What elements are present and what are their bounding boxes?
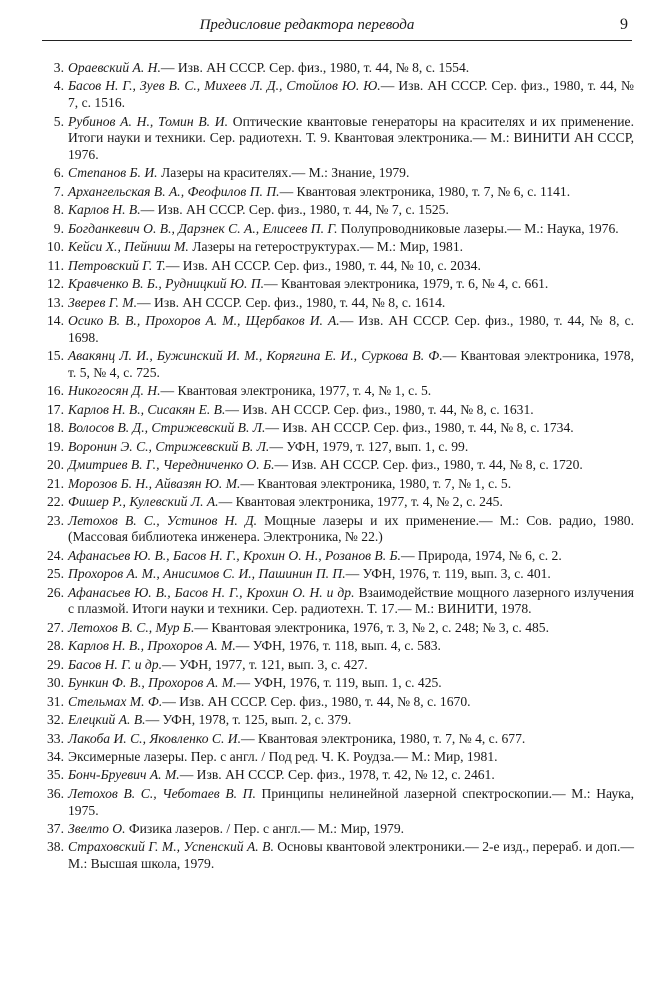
reference-number: 3. xyxy=(53,60,64,75)
reference-authors: Дмитриев В. Г., Чередниченко О. Б. xyxy=(68,457,275,473)
reference-authors: Карлов Н. В., Сисакян Е. В. xyxy=(68,401,226,417)
reference-details: — Квантовая электроника, 1979, т. 6, № 4, с. 661. xyxy=(264,276,549,292)
reference-item xyxy=(40,513,634,546)
reference-authors: Афанасьев Ю. В., Басов Н. Г., Крохин О. Н., Розанов В. Б. xyxy=(68,547,401,563)
reference-item xyxy=(40,712,634,729)
reference-item xyxy=(40,276,634,293)
reference-details: — Изв. АН СССР. Сер. физ., 1980, т. 44, № 10, с. 2034. xyxy=(165,257,481,273)
reference-item xyxy=(40,566,634,583)
reference-number: 19. xyxy=(47,438,64,454)
reference-details: — Квантовая электроника, 1977, т. 4, № 1, с. 5. xyxy=(160,383,432,399)
reference-number: 34. xyxy=(47,748,64,764)
reference-authors: Волосов В. Д., Стрижевский В. Л. xyxy=(68,420,266,436)
reference-details: Взаимодействие мощного лазерного излучения с плазмой. Итоги науки и техники. Сер. радиотехн. Т. 17.— М.: ВИНИТИ, 1978. xyxy=(68,584,634,617)
reference-authors: Петровский Г. Т. xyxy=(68,257,166,273)
reference-details: Основы квантовой электроники.— 2-е изд., перераб. и доп.— М.: Высшая школа, 1979. xyxy=(68,839,634,872)
reference-details: Физика лазеров. / Пер. с англ.— М.: Мир, 1979. xyxy=(125,821,405,837)
reference-item xyxy=(40,821,634,838)
reference-details: — Изв. АН СССР. Сер. физ., 1978, т. 42, № 12, с. 2461. xyxy=(179,767,495,783)
reference-item xyxy=(40,786,634,819)
reference-details: — Квантовая электроника, 1980, т. 7, № 1, с. 5. xyxy=(240,475,512,491)
reference-number: 25. xyxy=(47,566,64,582)
reference-details: — Квантовая электроника, 1977, т. 4, № 2, с. 245. xyxy=(218,494,503,510)
reference-item xyxy=(40,184,634,201)
reference-number: 8. xyxy=(53,202,64,218)
reference-details: — УФН, 1979, т. 127, вып. 1, с. 99. xyxy=(269,438,469,454)
reference-authors: Елецкий А. В. xyxy=(68,712,146,728)
reference-number: 27. xyxy=(47,619,64,635)
reference-details: — Природа, 1974, № 6, с. 2. xyxy=(400,547,562,563)
reference-details: — УФН, 1976, т. 118, вып. 4, с. 583. xyxy=(235,638,441,654)
reference-item xyxy=(40,548,634,565)
reference-item xyxy=(40,221,634,238)
reference-authors: Карлов Н. В. xyxy=(68,202,141,218)
reference-number: 15. xyxy=(47,348,64,364)
reference-item xyxy=(40,620,634,637)
reference-authors: Басов Н. Г. и др. xyxy=(68,656,162,672)
reference-number: 32. xyxy=(47,712,64,728)
reference-number: 21. xyxy=(47,475,64,491)
reference-list xyxy=(40,60,634,875)
reference-number: 33. xyxy=(47,730,64,746)
reference-authors: Богданкевич О. В., Дарзнек С. А., Елисеев П. Г. xyxy=(68,220,338,236)
page-number: 9 xyxy=(620,16,628,33)
reference-item xyxy=(40,585,634,618)
reference-details: — Изв. АН СССР. Сер. физ., 1980, т. 44, № 7, с. 1516. xyxy=(68,78,634,111)
reference-details: — Изв. АН СССР. Сер. физ., 1980, т. 44, № 8, с. 1698. xyxy=(68,313,634,345)
reference-number: 30. xyxy=(47,675,64,691)
reference-details: Принципы нелинейной лазерной спектроскопии.— М.: Наука, 1975. xyxy=(68,785,634,818)
reference-item xyxy=(40,348,634,381)
reference-authors: Афанасьев Ю. В., Басов Н. Г., Крохин О. Н. и др. xyxy=(68,584,355,600)
reference-details: — УФН, 1978, т. 125, вып. 2, с. 379. xyxy=(145,712,352,728)
reference-item xyxy=(40,638,634,655)
reference-details: — УФН, 1977, т. 121, вып. 3, с. 427. xyxy=(162,656,368,672)
reference-details: — Квантовая электроника, 1978, т. 5, № 4, с. 725. xyxy=(68,348,634,380)
reference-details: — Изв. АН СССР. Сер. физ., 1980, т. 44, № 8, с. 1614. xyxy=(137,294,446,310)
reference-details: — Изв. АН СССР. Сер. физ., 1980, т. 44, № 8, с. 1670. xyxy=(162,693,471,709)
reference-authors: Никогосян Д. Н. xyxy=(68,383,161,399)
reference-authors: Архангельская В. А., Феофилов П. П. xyxy=(68,183,280,199)
reference-authors: Осико В. В., Прохоров А. М., Щербаков И. А. xyxy=(68,313,340,329)
reference-item xyxy=(40,839,634,872)
reference-item xyxy=(40,494,634,511)
reference-number: 5. xyxy=(53,113,64,129)
reference-authors: Ораевский А. Н. xyxy=(68,60,161,75)
reference-authors: Бонч-Бруевич А. М. xyxy=(68,767,180,783)
reference-item xyxy=(40,657,634,674)
reference-number: 10. xyxy=(47,239,64,255)
reference-details: Эксимерные лазеры. Пер. с англ. / Под ред. Ч. К. Роудза.— М.: Мир, 1981. xyxy=(68,748,498,764)
reference-authors: Фишер Р., Кулевский Л. А. xyxy=(68,494,219,510)
reference-authors: Летохов В. С., Мур Б. xyxy=(68,619,195,635)
reference-item xyxy=(40,165,634,182)
reference-details: — Изв. АН СССР. Сер. физ., 1980, т. 44, № 8, с. 1631. xyxy=(225,401,534,417)
reference-item xyxy=(40,402,634,419)
reference-number: 22. xyxy=(47,494,64,510)
reference-details: — Квантовая электроника, 1980, т. 7, № 4, с. 677. xyxy=(241,730,526,746)
reference-number: 16. xyxy=(47,383,64,399)
reference-item xyxy=(40,457,634,474)
reference-item xyxy=(40,675,634,692)
reference-item xyxy=(40,313,634,346)
reference-details: Мощные лазеры и их применение.— М.: Сов. радио, 1980. (Массовая библиотека инженера. Электроника, № 22.) xyxy=(68,512,634,545)
reference-details: Оптические квантовые генераторы на красителях и их применение. Итоги науки и техники. Сер. радиотехн. Т. 9. Квантовая электроника.— М.: ВИНИТИ АН СССР, 1976. xyxy=(68,113,634,163)
running-title: Предисловие редактора перевода xyxy=(199,17,415,33)
reference-authors: Страховский Г. М., Успенский А. В. xyxy=(68,839,274,855)
reference-authors: Степанов Б. И. xyxy=(68,165,158,181)
reference-number: 12. xyxy=(47,276,64,292)
reference-authors: Летохов В. С., Чеботаев В. П. xyxy=(68,785,256,801)
reference-item xyxy=(40,78,634,111)
reference-number: 38. xyxy=(47,839,64,855)
reference-item xyxy=(40,767,634,784)
reference-details: Полупроводниковые лазеры.— М.: Наука, 1976. xyxy=(337,220,619,236)
reference-number: 7. xyxy=(53,183,64,199)
reference-authors: Летохов В. С., Устинов Н. Д. xyxy=(68,512,258,528)
reference-number: 6. xyxy=(53,165,64,181)
reference-number: 14. xyxy=(47,313,64,329)
reference-number: 37. xyxy=(47,821,64,837)
reference-authors: Стельмах М. Ф. xyxy=(68,693,163,709)
reference-number: 11. xyxy=(47,257,64,273)
reference-details: — УФН, 1976, т. 119, вып. 3, с. 401. xyxy=(345,566,551,582)
reference-authors: Кравченко В. Б., Рудницкий Ю. П. xyxy=(68,276,265,292)
reference-number: 29. xyxy=(47,656,64,672)
reference-authors: Морозов Б. Н., Айвазян Ю. М. xyxy=(68,475,241,491)
reference-number: 36. xyxy=(47,785,64,801)
page-header xyxy=(42,14,632,41)
reference-item xyxy=(40,258,634,275)
reference-number: 13. xyxy=(47,294,64,310)
reference-item xyxy=(40,476,634,493)
reference-item xyxy=(40,420,634,437)
reference-authors: Лакоба И. С., Яковленко С. И. xyxy=(68,730,242,746)
reference-number: 26. xyxy=(47,584,64,600)
reference-item xyxy=(40,114,634,164)
reference-details: — Изв. АН СССР. Сер. физ., 1980, т. 44, № 8, с. 1734. xyxy=(265,420,574,436)
reference-number: 4. xyxy=(53,78,64,94)
reference-authors: Рубинов А. Н., Томин В. И. xyxy=(68,113,228,129)
reference-number: 24. xyxy=(47,547,64,563)
reference-details: — Квантовая электроника, 1980, т. 7, № 6, с. 1141. xyxy=(279,183,571,199)
reference-number: 18. xyxy=(47,420,64,436)
reference-number: 17. xyxy=(47,401,64,417)
reference-details: — УФН, 1976, т. 119, вып. 1, с. 425. xyxy=(236,675,442,691)
reference-item xyxy=(40,439,634,456)
reference-item xyxy=(40,383,634,400)
reference-item xyxy=(40,731,634,748)
reference-item xyxy=(40,239,634,256)
reference-details: Лазеры на красителях.— М.: Знание, 1979. xyxy=(157,165,410,181)
reference-details: — Квантовая электроника, 1976, т. 3, № 2, с. 248; № 3, с. 485. xyxy=(194,619,549,635)
reference-details: — Изв. АН СССР. Сер. физ., 1980, т. 44, № 8, с. 1554. xyxy=(160,60,470,75)
reference-number: 20. xyxy=(47,457,64,473)
reference-number: 9. xyxy=(53,220,64,236)
reference-number: 28. xyxy=(47,638,64,654)
reference-item xyxy=(40,694,634,711)
reference-authors: Звелто О. xyxy=(68,821,126,837)
reference-details: — Изв. АН СССР. Сер. физ., 1980, т. 44, № 8, с. 1720. xyxy=(274,457,583,473)
reference-authors: Зверев Г. М. xyxy=(68,294,138,310)
reference-details: Лазеры на гетероструктурах.— М.: Мир, 1981. xyxy=(188,239,464,255)
reference-item xyxy=(40,749,634,766)
reference-item xyxy=(40,60,634,77)
reference-authors: Басов Н. Г., Зуев В. С., Михеев Л. Д., Стойлов Ю. Ю. xyxy=(68,78,381,94)
reference-number: 35. xyxy=(47,767,64,783)
reference-authors: Авакянц Л. И., Бужинский И. М., Корягина Е. И., Суркова В. Ф. xyxy=(68,348,443,364)
reference-authors: Кейси X., Пейниш М. xyxy=(68,239,189,255)
reference-details: — Изв. АН СССР. Сер. физ., 1980, т. 44, № 7, с. 1525. xyxy=(140,202,449,218)
reference-authors: Карлов Н. В., Прохоров А. М. xyxy=(68,638,236,654)
reference-item xyxy=(40,295,634,312)
reference-item xyxy=(40,202,634,219)
reference-authors: Прохоров А. М., Анисимов С. И., Пашинин П. П. xyxy=(68,566,346,582)
reference-authors: Воронин Э. С., Стрижевский В. Л. xyxy=(68,438,270,454)
reference-number: 31. xyxy=(47,693,64,709)
reference-number: 23. xyxy=(47,512,64,528)
reference-authors: Бункин Ф. В., Прохоров А. М. xyxy=(68,675,237,691)
